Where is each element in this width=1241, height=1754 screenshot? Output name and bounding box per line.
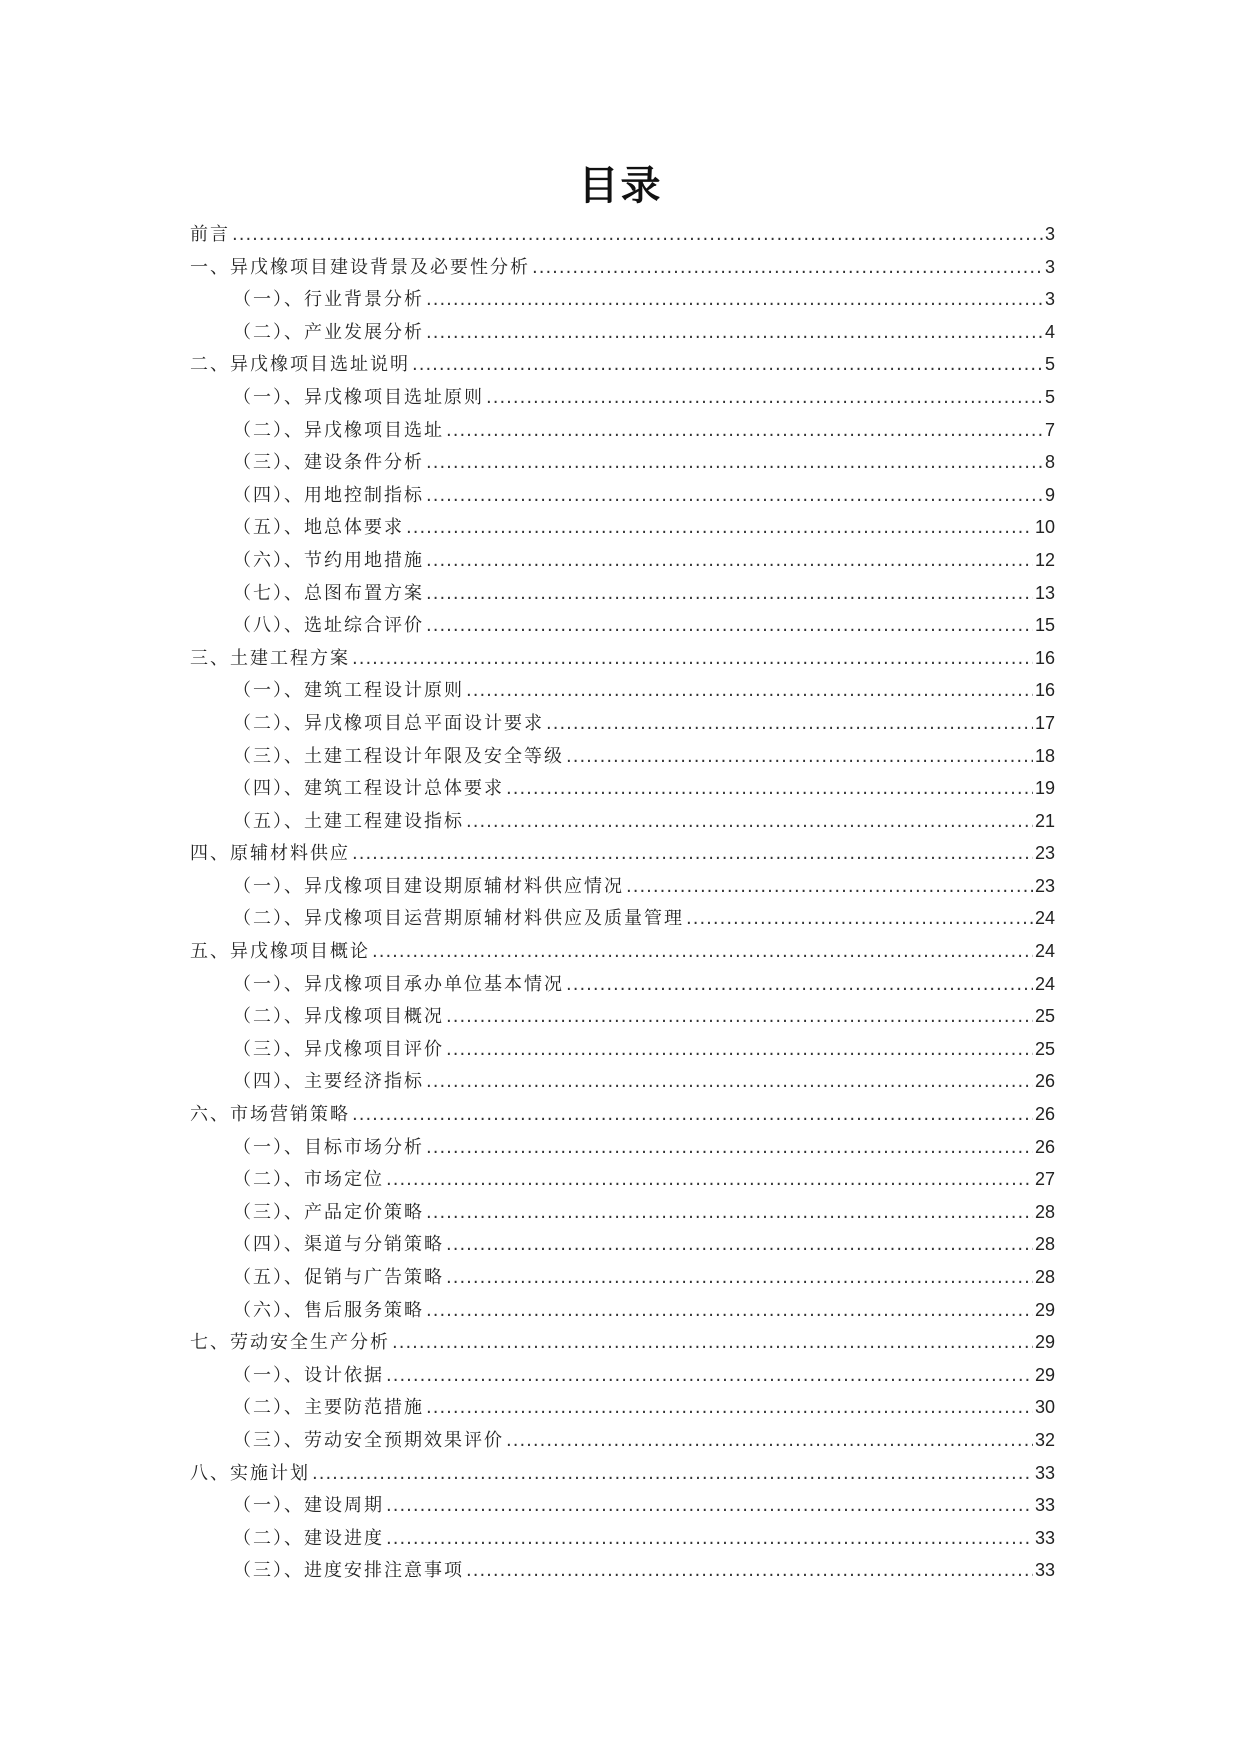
toc-entry-label: （三）、土建工程设计年限及安全等级 — [233, 745, 564, 767]
toc-section-entry[interactable] — [190, 446, 1055, 479]
toc-section-entry[interactable] — [190, 283, 1055, 316]
toc-dot-leader — [466, 675, 1033, 708]
toc-page-number: 18 — [1034, 745, 1055, 766]
toc-page-number: 26 — [1034, 1071, 1055, 1092]
toc-section-entry[interactable] — [190, 1000, 1055, 1033]
toc-entry-label: （四）、渠道与分销策略 — [233, 1234, 444, 1256]
toc-page-number: 21 — [1034, 810, 1055, 831]
toc-section-entry[interactable] — [190, 1033, 1055, 1066]
toc-section-entry[interactable] — [190, 1522, 1055, 1555]
toc-dot-leader — [506, 1425, 1033, 1458]
toc-entry-label: （四）、用地控制指标 — [233, 484, 424, 506]
toc-page-number: 13 — [1034, 582, 1055, 603]
toc-dot-leader — [546, 708, 1033, 741]
toc-entry-label: 六、市场营销策略 — [190, 1104, 350, 1126]
toc-chapter-entry[interactable] — [190, 1098, 1055, 1131]
toc-chapter-entry[interactable] — [190, 251, 1055, 284]
toc-section-entry[interactable] — [190, 805, 1055, 838]
toc-page-number: 33 — [1034, 1560, 1055, 1581]
toc-dot-leader — [392, 1327, 1033, 1360]
toc-page-number: 23 — [1034, 875, 1055, 896]
toc-page-number: 10 — [1034, 517, 1055, 538]
toc-page-number: 26 — [1034, 1136, 1055, 1157]
toc-dot-leader — [426, 447, 1043, 480]
toc-page-number: 24 — [1034, 973, 1055, 994]
toc-section-entry[interactable] — [190, 609, 1055, 642]
toc-dot-leader — [506, 773, 1033, 806]
toc-dot-leader — [426, 545, 1033, 578]
toc-section-entry[interactable] — [190, 1359, 1055, 1392]
toc-page-number: 25 — [1034, 1006, 1055, 1027]
toc-section-entry[interactable] — [190, 511, 1055, 544]
toc-page-number: 3 — [1044, 289, 1055, 310]
toc-page-number: 33 — [1034, 1495, 1055, 1516]
toc-dot-leader — [426, 317, 1043, 350]
page-title: 目录 — [578, 163, 663, 209]
toc-page-number: 32 — [1034, 1429, 1055, 1450]
toc-chapter-entry[interactable] — [190, 1326, 1055, 1359]
toc-page-number: 27 — [1034, 1169, 1055, 1190]
toc-entry-label: （一）、异戊橡项目选址原则 — [233, 386, 484, 408]
toc-section-entry[interactable] — [190, 1196, 1055, 1229]
toc-page-number: 3 — [1044, 224, 1055, 244]
toc-dot-leader — [426, 480, 1043, 513]
toc-dot-leader — [352, 1099, 1033, 1132]
toc-dot-leader — [566, 969, 1033, 1002]
toc-page-number: 29 — [1034, 1364, 1055, 1385]
toc-entry-label: （五）、地总体要求 — [233, 517, 404, 539]
toc-page-number: 16 — [1034, 647, 1055, 668]
toc-entry-label: 四、原辅材料供应 — [190, 843, 350, 865]
toc-page-number: 24 — [1034, 941, 1055, 962]
toc-dot-leader — [426, 610, 1033, 643]
toc-section-entry[interactable] — [190, 316, 1055, 349]
toc-dot-leader — [412, 349, 1043, 382]
toc-entry-label: （一）、行业背景分析 — [233, 289, 424, 311]
toc-dot-leader — [426, 1295, 1033, 1328]
toc-entry-label: 五、异戊橡项目概论 — [190, 941, 370, 963]
table-of-contents — [190, 218, 1055, 1587]
toc-dot-leader — [386, 1490, 1033, 1523]
toc-entry-label: （一）、目标市场分析 — [233, 1136, 424, 1158]
toc-dot-leader — [486, 382, 1043, 415]
toc-page-number: 7 — [1044, 419, 1055, 440]
toc-entry-label: （六）、售后服务策略 — [233, 1299, 424, 1321]
toc-dot-leader — [446, 1229, 1033, 1262]
toc-entry-label: （二）、异戊橡项目运营期原辅材料供应及质量管理 — [233, 908, 684, 930]
toc-section-entry[interactable] — [190, 1554, 1055, 1587]
toc-entry-label: （八）、选址综合评价 — [233, 615, 424, 637]
toc-section-entry[interactable] — [190, 1489, 1055, 1522]
toc-page-number: 29 — [1034, 1332, 1055, 1353]
toc-entry-label: （三）、异戊橡项目评价 — [233, 1038, 444, 1060]
toc-entry-label: （一）、异戊橡项目承办单位基本情况 — [233, 973, 564, 995]
toc-dot-leader — [686, 903, 1033, 936]
toc-page-number: 19 — [1034, 778, 1055, 799]
toc-dot-leader — [446, 1034, 1033, 1067]
toc-entry-label: （四）、建筑工程设计总体要求 — [233, 778, 504, 800]
toc-entry-label: （五）、促销与广告策略 — [233, 1267, 444, 1288]
toc-entry-label: （一）、建设周期 — [233, 1495, 384, 1517]
toc-page-number: 15 — [1034, 615, 1055, 636]
toc-section-entry[interactable] — [190, 577, 1055, 610]
toc-page-number: 28 — [1034, 1234, 1055, 1255]
toc-page-number: 29 — [1034, 1299, 1055, 1320]
toc-entry-label: （六）、节约用地措施 — [233, 549, 424, 571]
toc-section-entry[interactable] — [190, 381, 1055, 414]
toc-section-entry[interactable] — [190, 414, 1055, 447]
toc-dot-leader — [566, 741, 1033, 774]
toc-entry-label: （二）、产业发展分析 — [233, 321, 424, 343]
toc-dot-leader — [312, 1458, 1033, 1491]
toc-section-entry[interactable] — [190, 1391, 1055, 1424]
toc-section-entry[interactable] — [190, 1131, 1055, 1164]
toc-section-entry[interactable] — [190, 674, 1055, 707]
toc-page-number: 17 — [1034, 712, 1055, 733]
toc-page-number: 8 — [1044, 452, 1055, 473]
toc-entry-label: （四）、主要经济指标 — [233, 1071, 424, 1093]
toc-entry-label: （五）、土建工程建设指标 — [233, 810, 464, 832]
toc-dot-leader — [446, 415, 1043, 448]
toc-entry-label: （三）、劳动安全预期效果评价 — [233, 1429, 504, 1451]
toc-entry-label: 前言 — [190, 224, 230, 245]
toc-page-number: 33 — [1034, 1462, 1055, 1483]
toc-entry-label: 一、异戊橡项目建设背景及必要性分析 — [190, 256, 530, 278]
toc-dot-leader — [426, 1197, 1033, 1230]
toc-dot-leader — [426, 1392, 1033, 1425]
toc-entry-label: （七）、总图布置方案 — [233, 582, 424, 604]
toc-dot-leader — [466, 1555, 1033, 1588]
toc-entry-label: （一）、建筑工程设计原则 — [233, 680, 464, 702]
toc-page-number: 3 — [1044, 256, 1055, 277]
toc-section-entry[interactable] — [190, 707, 1055, 740]
toc-section-entry[interactable] — [190, 740, 1055, 773]
toc-section-entry[interactable] — [190, 479, 1055, 512]
toc-dot-leader — [386, 1523, 1033, 1556]
toc-chapter-entry[interactable] — [190, 935, 1055, 968]
toc-entry-label: （二）、主要防范措施 — [233, 1397, 424, 1419]
toc-dot-leader — [446, 1262, 1033, 1295]
toc-dot-leader — [386, 1164, 1033, 1197]
toc-page-number: 30 — [1034, 1397, 1055, 1418]
toc-page-number: 25 — [1034, 1038, 1055, 1059]
toc-section-entry[interactable] — [190, 1065, 1055, 1098]
toc-dot-leader — [386, 1360, 1033, 1393]
toc-entry-label: （三）、进度安排注意事项 — [233, 1560, 464, 1582]
toc-page-number: 28 — [1034, 1201, 1055, 1222]
toc-section-entry[interactable] — [190, 1228, 1055, 1261]
toc-dot-leader — [426, 284, 1043, 317]
toc-section-entry[interactable] — [190, 902, 1055, 935]
toc-section-entry[interactable] — [190, 870, 1055, 903]
toc-entry-label: （三）、建设条件分析 — [233, 452, 424, 474]
toc-chapter-entry[interactable] — [190, 642, 1055, 675]
toc-page-number: 28 — [1034, 1267, 1055, 1287]
toc-dot-leader — [352, 838, 1033, 871]
toc-page-number: 9 — [1044, 484, 1055, 505]
toc-chapter-entry[interactable] — [190, 348, 1055, 381]
toc-dot-leader — [466, 806, 1033, 839]
toc-section-entry[interactable] — [190, 1424, 1055, 1457]
toc-entry-label: （三）、产品定价策略 — [233, 1201, 424, 1223]
toc-page-number: 5 — [1044, 386, 1055, 407]
toc-entry-label: （一）、设计依据 — [233, 1364, 384, 1386]
toc-dot-leader — [232, 219, 1043, 252]
toc-dot-leader — [532, 252, 1043, 285]
toc-dot-leader — [352, 643, 1033, 676]
toc-entry-label: （二）、异戊橡项目概况 — [233, 1006, 444, 1028]
toc-page-number: 23 — [1034, 843, 1055, 864]
toc-page-number: 24 — [1034, 908, 1055, 929]
toc-dot-leader — [426, 578, 1033, 611]
toc-entry-label: 七、劳动安全生产分析 — [190, 1332, 390, 1354]
toc-page-number: 33 — [1034, 1527, 1055, 1548]
toc-page-number: 5 — [1044, 354, 1055, 375]
toc-section-entry[interactable] — [190, 968, 1055, 1001]
toc-entry-label: （二）、异戊橡项目总平面设计要求 — [233, 712, 544, 734]
toc-entry-label: 二、异戊橡项目选址说明 — [190, 354, 410, 376]
toc-entry-label: 八、实施计划 — [190, 1462, 310, 1484]
toc-page-number: 4 — [1044, 321, 1055, 342]
toc-dot-leader — [626, 871, 1033, 904]
toc-chapter-entry[interactable] — [190, 1457, 1055, 1490]
toc-chapter-entry[interactable] — [190, 218, 1055, 251]
toc-dot-leader — [446, 1001, 1033, 1034]
toc-section-entry[interactable] — [190, 1261, 1055, 1294]
toc-chapter-entry[interactable] — [190, 837, 1055, 870]
toc-section-entry[interactable] — [190, 1163, 1055, 1196]
toc-entry-label: （一）、异戊橡项目建设期原辅材料供应情况 — [233, 875, 624, 897]
toc-section-entry[interactable] — [190, 772, 1055, 805]
toc-dot-leader — [406, 512, 1033, 545]
toc-dot-leader — [426, 1132, 1033, 1165]
toc-section-entry[interactable] — [190, 544, 1055, 577]
toc-dot-leader — [426, 1066, 1033, 1099]
toc-entry-label: 三、土建工程方案 — [190, 647, 350, 669]
toc-page-number: 26 — [1034, 1104, 1055, 1125]
toc-section-entry[interactable] — [190, 1294, 1055, 1327]
toc-entry-label: （二）、异戊橡项目选址 — [233, 419, 444, 441]
toc-entry-label: （二）、建设进度 — [233, 1527, 384, 1549]
toc-page-number: 16 — [1034, 680, 1055, 701]
toc-page-number: 12 — [1034, 549, 1055, 570]
toc-entry-label: （二）、市场定位 — [233, 1169, 384, 1191]
toc-dot-leader — [372, 936, 1033, 969]
